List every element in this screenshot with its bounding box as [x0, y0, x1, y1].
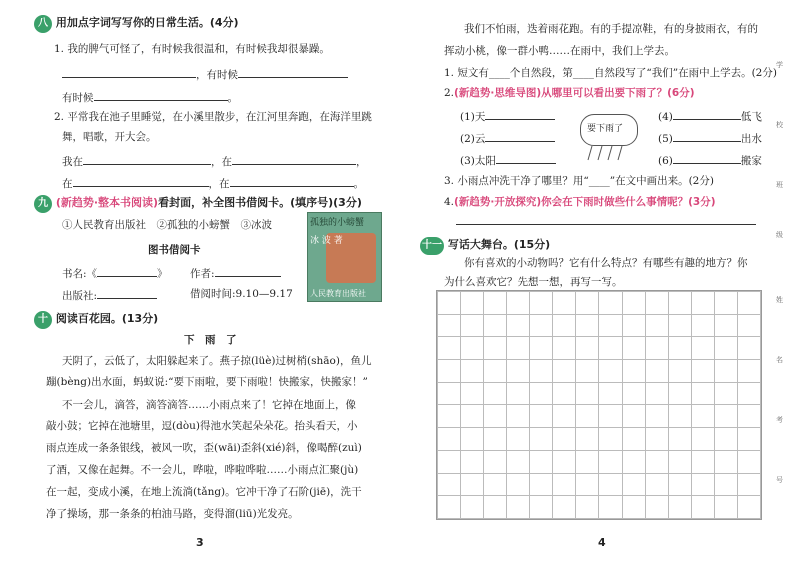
- section-11-badge: 十一: [420, 237, 444, 255]
- section-9-header: [34, 194, 362, 213]
- mm-label: (1)天: [460, 111, 486, 123]
- answer-blank[interactable]: [97, 265, 157, 277]
- answer-blank[interactable]: [232, 153, 356, 165]
- q2-text: (新趋势·思维导图)从哪里可以看出要下雨了？(6分): [454, 87, 695, 99]
- answer-blank[interactable]: [73, 175, 209, 187]
- section-10-badge: 十: [34, 311, 52, 329]
- question-1: 1. 短文有____个自然段，第____自然段写了“我们”在雨中上学去。(2分): [444, 67, 777, 79]
- story-line: 天阴了，云低了，太阳躲起来了。燕子掠(lüè)过树梢(shāo)，鱼儿: [62, 355, 372, 367]
- page-number-right: 4: [598, 536, 606, 549]
- section-11-header: [420, 236, 550, 255]
- answer-blank[interactable]: [230, 175, 354, 187]
- q2-text: ，在: [211, 156, 232, 168]
- answer-blank[interactable]: [485, 130, 555, 142]
- cover-publisher: 人民教育出版社: [310, 289, 366, 298]
- question-2: [444, 86, 695, 100]
- answer-blank[interactable]: [673, 108, 741, 120]
- section-9-title: 看封面，补全图书借阅卡。(填序号)(3分): [158, 196, 362, 209]
- borrow-book-name: [62, 265, 168, 281]
- side-label: 级: [776, 231, 783, 239]
- mindmap-item-4: [658, 108, 762, 124]
- book-name-label: 书名:《: [62, 268, 98, 280]
- mm-end: 出水: [740, 133, 762, 145]
- borrow-author: [190, 265, 281, 281]
- q4-number: 4.: [444, 196, 455, 208]
- q1-answer-line1: [62, 66, 348, 82]
- mindmap-item-5: [658, 130, 762, 146]
- mindmap-item-6: [658, 152, 762, 168]
- answer-blank[interactable]: [673, 152, 741, 164]
- q2-number: 2.: [444, 87, 455, 99]
- section-10-header: [34, 310, 158, 329]
- question-4: [444, 195, 716, 209]
- writing-prompt: 为什么喜欢它？先想一想，再写一写。: [444, 276, 623, 288]
- mindmap-item-2: [460, 130, 555, 146]
- q1-answer-line2: [62, 89, 238, 105]
- answer-blank[interactable]: [94, 89, 228, 101]
- mindmap-item-3: [460, 152, 556, 168]
- section-10-title: 阅读百花园。(13分): [55, 312, 159, 325]
- section-9-badge: 九: [34, 195, 52, 213]
- borrow-card-title: 图书借阅卡: [148, 244, 201, 256]
- answer-blank[interactable]: [485, 108, 555, 120]
- q2-text-b: 舞，唱歌，开大会。: [62, 131, 157, 143]
- cloud-label: 要下雨了: [587, 124, 624, 134]
- q2-text: 。: [353, 178, 364, 190]
- story-line: 不一会儿，滴答，滴答滴答……小雨点来了！它掉在地面上，像: [62, 399, 356, 411]
- answer-blank[interactable]: [238, 66, 348, 78]
- story-line: 净了操场，那一条条的柏油马路，变得溜(liū)光发亮。: [46, 508, 299, 520]
- side-label: 名: [776, 356, 783, 364]
- mindmap-item-1: [460, 108, 555, 124]
- section-8-header: [34, 14, 239, 33]
- section-9-tag: (新趋势·整本书阅读): [55, 196, 159, 209]
- story-line: 敲小鼓；它掉在池塘里，逗(dòu)得池水笑起朵朵花。抬头看天，小: [46, 420, 358, 432]
- answer-blank[interactable]: [83, 153, 211, 165]
- side-label: 考: [776, 416, 783, 424]
- q1-line2-text: 有时候: [62, 92, 94, 104]
- mm-label: (4): [658, 111, 673, 123]
- q2-text: ，: [356, 156, 367, 168]
- cover-title: 孤独的小螃蟹: [310, 218, 365, 228]
- story-title: 下 雨 了: [184, 334, 237, 346]
- side-label: 姓: [776, 296, 783, 304]
- q2-answer-line2: [62, 175, 364, 191]
- side-label: 班: [776, 181, 783, 189]
- rain-lines: [586, 144, 632, 164]
- publisher-label: 出版社:: [62, 290, 98, 302]
- q2-text: 在: [62, 178, 73, 190]
- mm-end: 搬家: [740, 155, 762, 167]
- book-cover: [307, 212, 382, 302]
- answer-blank[interactable]: [62, 66, 196, 78]
- story-line: 在一起，变成小溪，在地上流淌(tǎng)。它冲干净了石阶(jiē)，洗干: [46, 486, 362, 498]
- answer-blank[interactable]: [673, 130, 741, 142]
- q4-text: (新趋势·开放探究)你会在下雨时做些什么事情呢？(3分): [454, 196, 716, 208]
- question-3: 3. 小雨点冲洗干净了哪里？用“____”在文中画出来。(2分): [444, 175, 714, 187]
- story-line: 挥动小桃，像一群小鸭……在雨中，我们上学去。: [444, 45, 675, 57]
- cover-author: 冰 波 著: [310, 236, 343, 246]
- book-name-end: 》: [157, 268, 168, 280]
- story-line: 蹦(bèng)出水面，蚂蚁说:“要下雨啦，要下雨啦！快搬家，快搬家！”: [46, 376, 368, 388]
- story-line: 我们不怕雨，迭着雨花跑。有的手提凉鞋，有的身披雨衣，有的: [464, 23, 758, 35]
- mm-label: (2)云: [460, 133, 486, 145]
- q1-end: 。: [227, 92, 238, 104]
- q2-text: ，在: [208, 178, 230, 190]
- q2-text: 我在: [62, 156, 83, 168]
- page-number-left: 3: [196, 536, 204, 549]
- side-label: 校: [776, 121, 783, 129]
- mm-end: 低飞: [740, 111, 762, 123]
- section-11-title: 写话大舞台。(15分): [447, 238, 551, 251]
- side-label: 号: [776, 476, 783, 484]
- q4-answer-line[interactable]: [456, 224, 756, 225]
- q1-text: 1. 我的脾气可怪了，有时候我很温和，有时候我却很暴躁。: [54, 43, 330, 55]
- mm-label: (3)太阳: [460, 155, 496, 167]
- answer-blank[interactable]: [215, 265, 281, 277]
- writing-prompt: 你有喜欢的小动物吗？它有什么特点？有哪些有趣的地方？你: [464, 257, 748, 269]
- author-label: 作者:: [190, 268, 215, 280]
- section-8-badge: 八: [34, 15, 52, 33]
- borrow-publisher: [62, 287, 157, 303]
- mm-label: (5): [658, 133, 673, 145]
- section-9-options: ①人民教育出版社 ②孤独的小螃蟹 ③冰波: [62, 219, 272, 231]
- story-line: 了酒，又像在起舞。不一会儿，哗啦，哗啦哗啦……小雨点汇聚(jù): [46, 464, 359, 476]
- mm-label: (6): [658, 155, 673, 167]
- q2-answer-line1: [62, 153, 367, 169]
- borrow-time: 借阅时间:9.10—9.17: [190, 288, 293, 300]
- section-8-title: 用加点字词写写你的日常生活。(4分): [55, 16, 239, 29]
- writing-grid[interactable]: [436, 290, 762, 520]
- q1-mid-text: ，有时候: [196, 69, 238, 81]
- answer-blank[interactable]: [496, 152, 556, 164]
- answer-blank[interactable]: [97, 287, 157, 299]
- story-line: 雨点连成一条条银线，被风一吹，歪(wāi)歪斜(xié)斜，像喝醉(zuì): [46, 442, 362, 454]
- q2-text-a: 2. 平常我在池子里睡觉，在小溪里散步，在江河里奔跑，在海洋里跳: [54, 111, 372, 123]
- side-label: 学: [776, 61, 783, 69]
